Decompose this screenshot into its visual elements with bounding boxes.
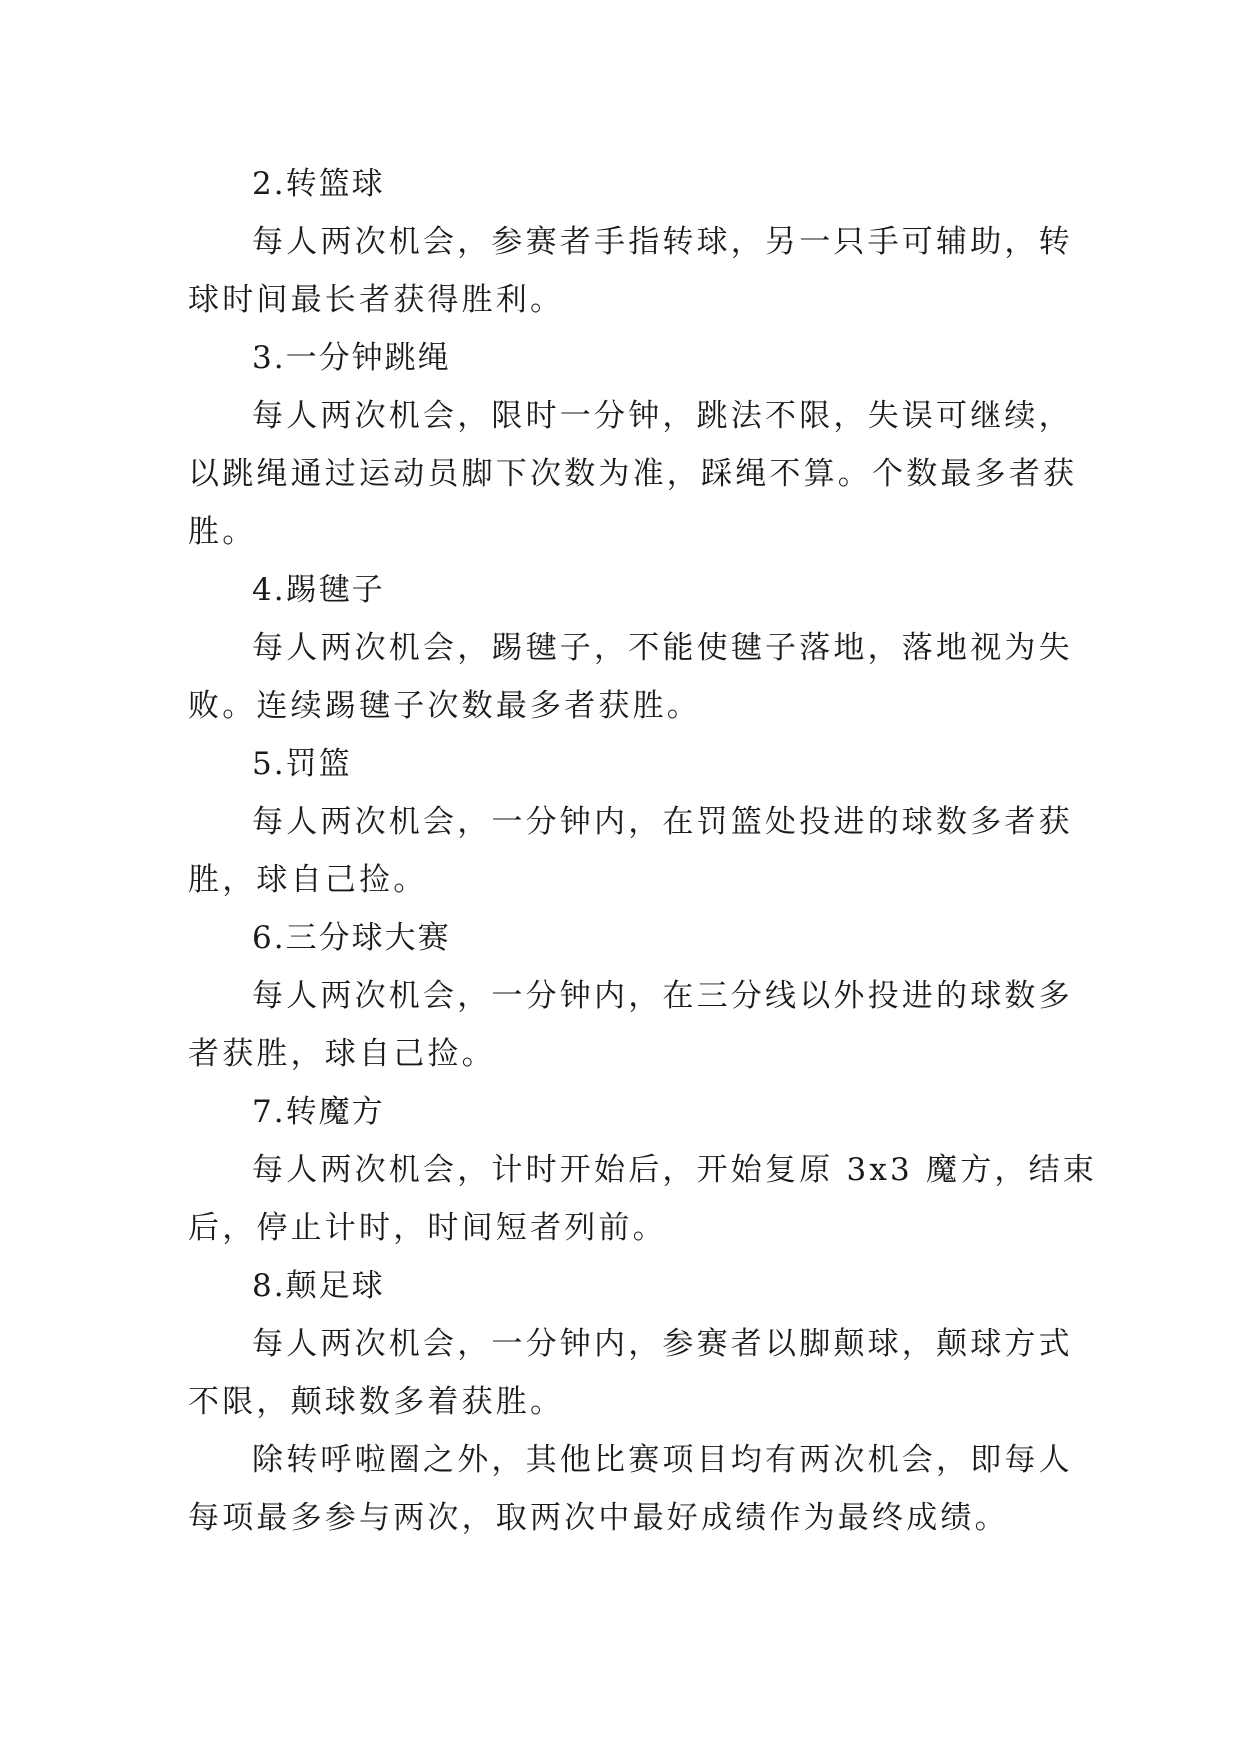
paragraph-line: 每人两次机会，踢毽子，不能使毽子落地，落地视为失 [252,630,1073,666]
paragraph-line: 球时间最长者获得胜利。 [188,282,565,318]
paragraph-line: 不限，颠球数多着获胜。 [188,1384,565,1420]
document-content [188,155,1098,1547]
paragraph-line: 每人两次机会，一分钟内，参赛者以脚颠球，颠球方式 [252,1326,1073,1362]
paragraph-line: 败。连续踢毽子次数最多者获胜。 [188,688,701,724]
section-heading: 5.罚篮 [252,746,352,782]
section-heading: 2.转篮球 [252,166,385,202]
paragraph-line: 胜，球自己捡。 [188,862,428,898]
section-heading: 8.颠足球 [252,1268,385,1304]
paragraph-line: 每人两次机会，参赛者手指转球，另一只手可辅助，转 [252,224,1073,260]
paragraph-line: 后，停止计时，时间短者列前。 [188,1210,667,1246]
section-heading: 7.转魔方 [252,1094,385,1130]
closing-paragraph-line: 除转呼啦圈之外，其他比赛项目均有两次机会，即每人 [252,1442,1073,1478]
paragraph-line: 每人两次机会，计时开始后，开始复原 3x3 魔方，结束 [252,1152,1098,1188]
closing-paragraph-line: 每项最多参与两次，取两次中最好成绩作为最终成绩。 [188,1500,1009,1536]
section-heading: 6.三分球大赛 [252,920,451,956]
paragraph-line: 每人两次机会，一分钟内，在三分线以外投进的球数多 [252,978,1073,1014]
paragraph-line: 以跳绳通过运动员脚下次数为准，踩绳不算。个数最多者获 [188,456,1078,492]
section-heading: 3.一分钟跳绳 [252,340,451,376]
section-heading: 4.踢毽子 [252,572,385,608]
paragraph-line: 每人两次机会，一分钟内，在罚篮处投进的球数多者获 [252,804,1073,840]
paragraph-line: 者获胜，球自己捡。 [188,1036,496,1072]
paragraph-line: 胜。 [188,514,257,550]
paragraph-line: 每人两次机会，限时一分钟，跳法不限，失误可继续， [252,398,1073,434]
